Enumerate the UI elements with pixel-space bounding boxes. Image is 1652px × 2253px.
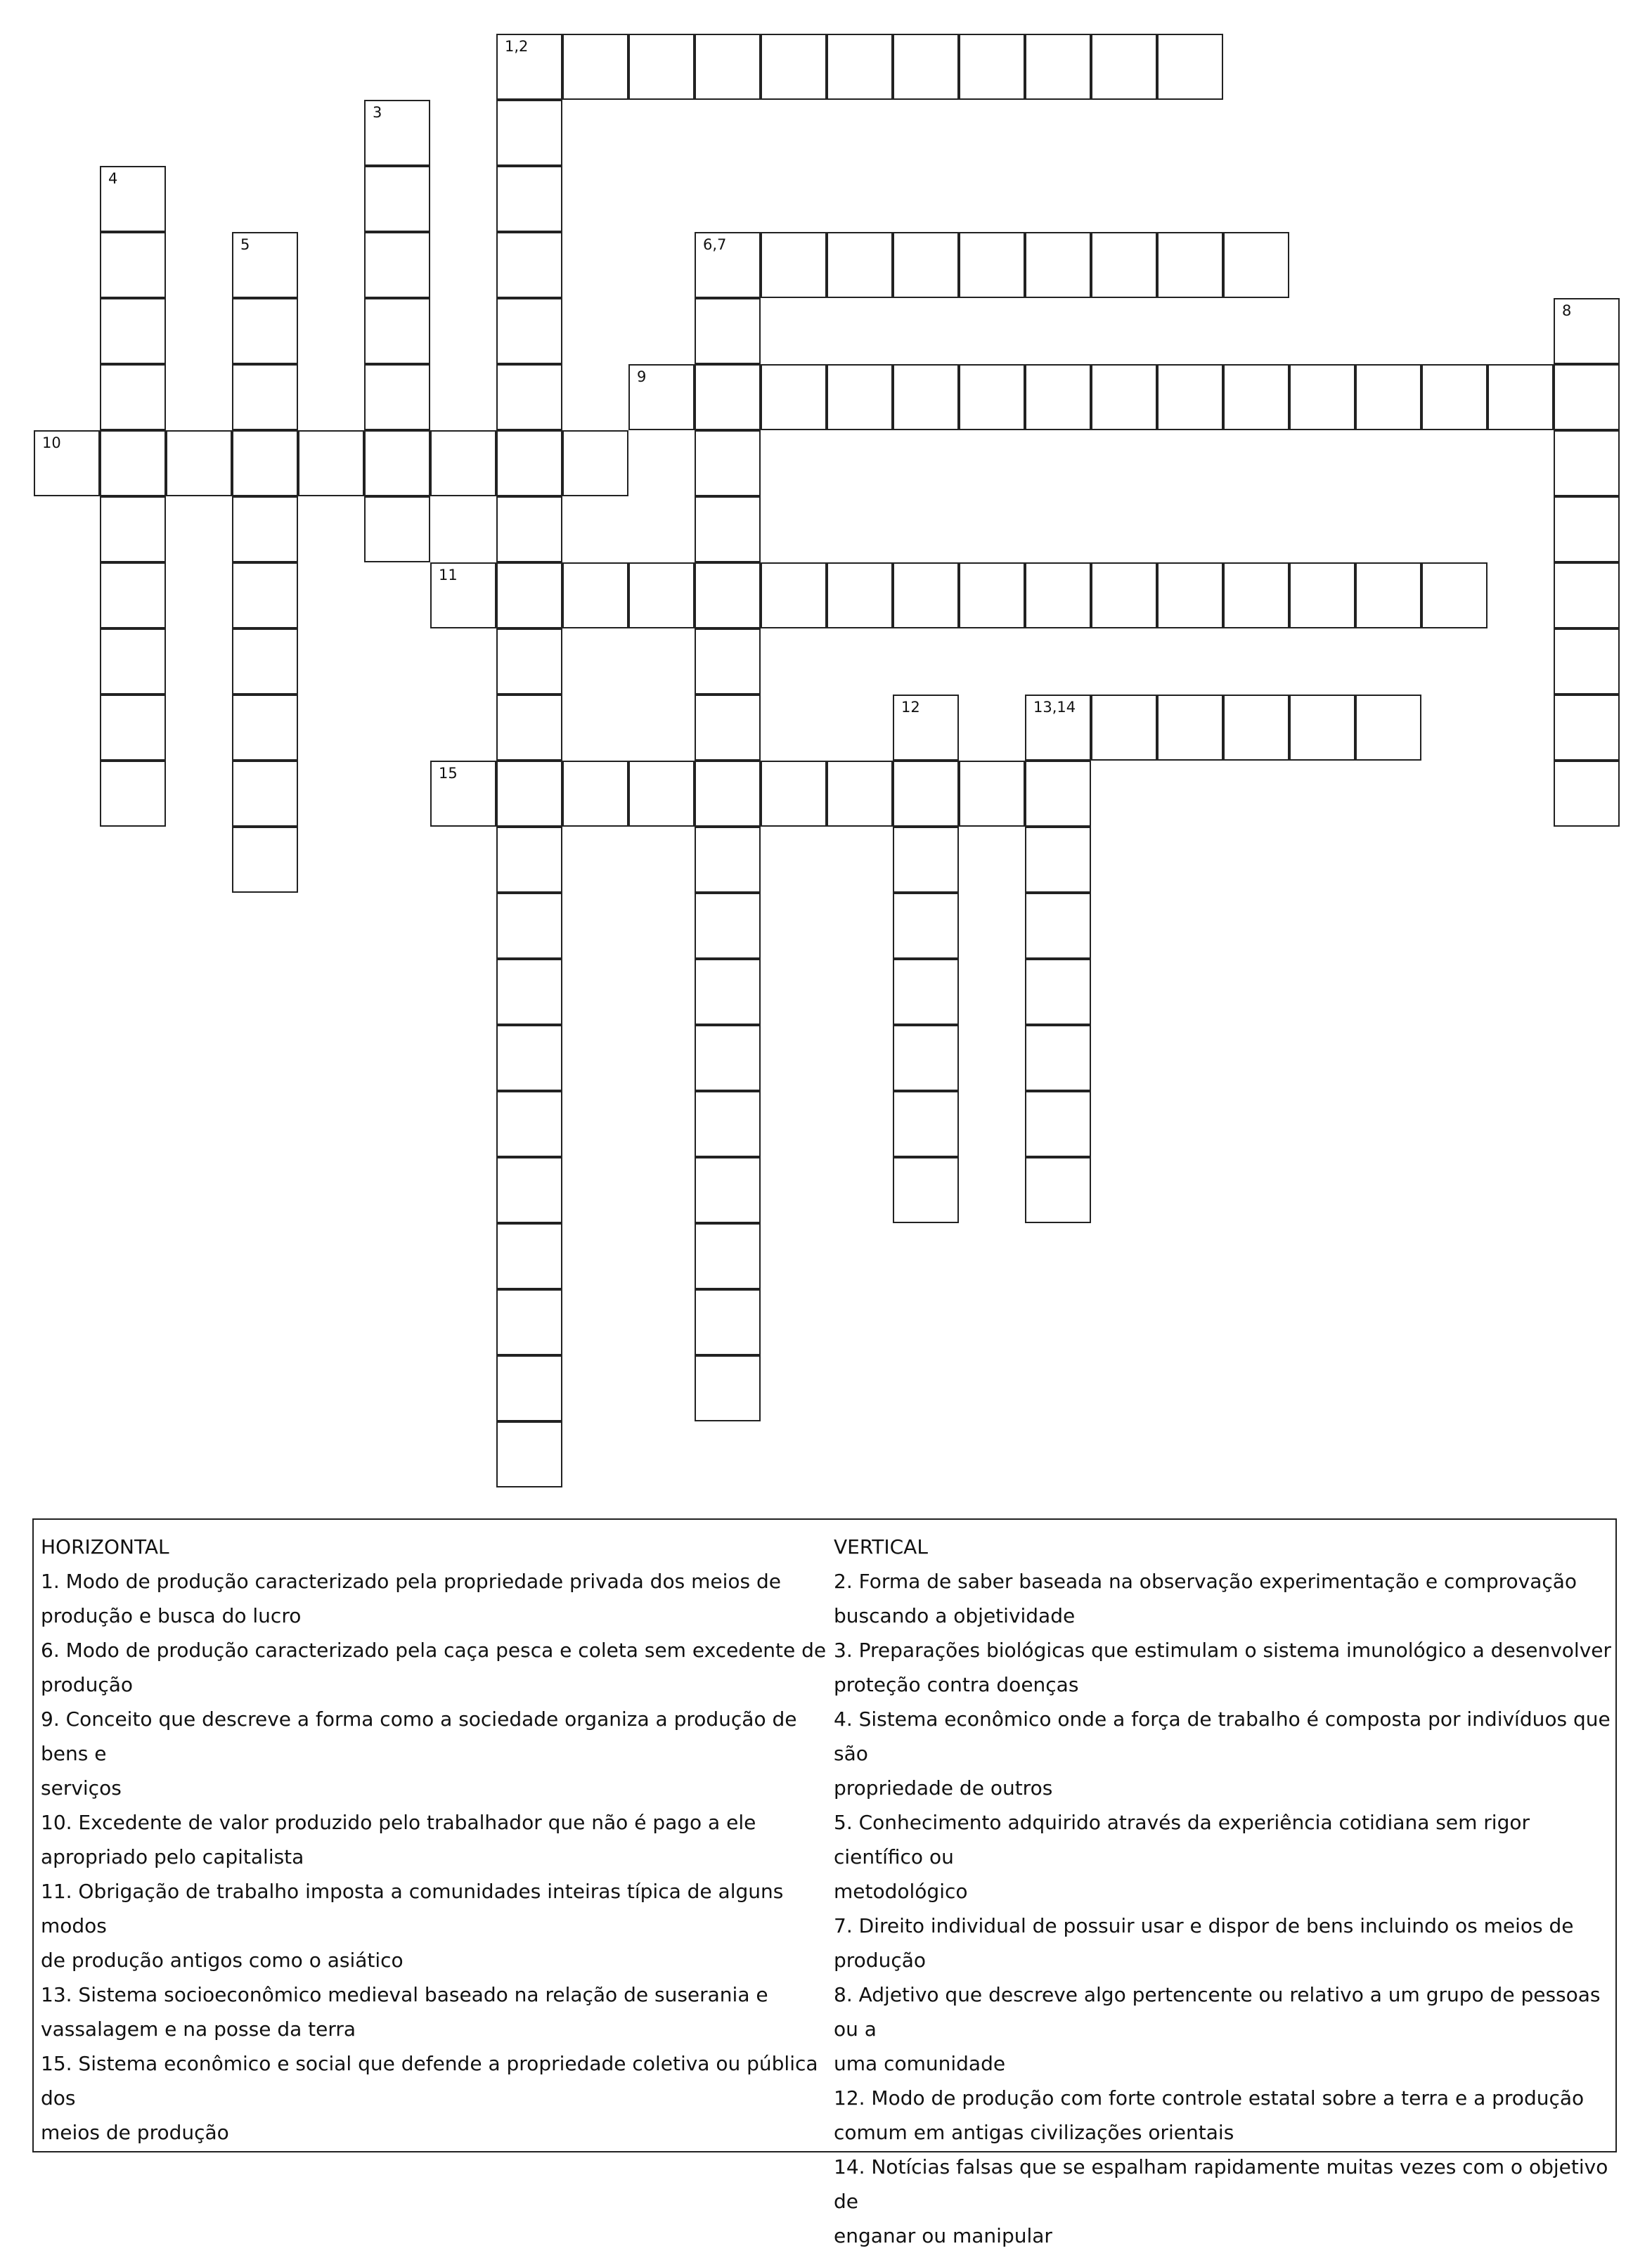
grid-cell[interactable]	[695, 298, 761, 364]
grid-cell[interactable]	[496, 1157, 562, 1223]
grid-cell[interactable]	[496, 1421, 562, 1487]
grid-cell[interactable]	[695, 628, 761, 695]
grid-cell[interactable]	[232, 695, 298, 761]
grid-cell[interactable]	[100, 232, 166, 298]
grid-cell[interactable]	[1157, 695, 1223, 761]
vertical-clue-line: 14. Notícias falsas que se espalham rapidamente muitas vezes com o objetivo de	[834, 2155, 1608, 2213]
vertical-clue-line: 3. Preparações biológicas que estimulam o sistema imunológico a desenvolver	[834, 1639, 1612, 1662]
grid-cell[interactable]	[364, 166, 430, 232]
grid-cell[interactable]	[562, 430, 628, 496]
grid-cell[interactable]	[1421, 364, 1488, 430]
grid-cell[interactable]	[496, 298, 562, 364]
grid-cell[interactable]	[695, 761, 761, 827]
grid-cell[interactable]	[496, 1223, 562, 1289]
vertical-clue-line: enganar ou manipular	[834, 2224, 1052, 2247]
grid-cell[interactable]	[893, 1091, 959, 1157]
grid-cell[interactable]	[959, 562, 1025, 628]
grid-cell[interactable]	[695, 959, 761, 1025]
grid-cell[interactable]	[695, 1223, 761, 1289]
vertical-clue-line: propriedade de outros	[834, 1776, 1053, 1800]
grid-cell[interactable]	[1157, 562, 1223, 628]
grid-cell[interactable]	[496, 1355, 562, 1421]
vertical-clue-line: 7. Direito individual de possuir usar e dispor de bens incluindo os meios de	[834, 1914, 1574, 1937]
grid-cell[interactable]	[1355, 364, 1421, 430]
grid-cell[interactable]	[430, 761, 496, 827]
grid-cell[interactable]	[1025, 1025, 1091, 1091]
grid-cell[interactable]	[695, 1355, 761, 1421]
vertical-clue-line: 4. Sistema econômico onde a força de trabalho é composta por indivíduos que são	[834, 1707, 1611, 1765]
grid-cell[interactable]	[1025, 562, 1091, 628]
grid-cell[interactable]	[695, 1091, 761, 1157]
grid-cell[interactable]	[232, 562, 298, 628]
grid-cell[interactable]	[893, 893, 959, 959]
grid-cell[interactable]	[893, 1025, 959, 1091]
grid-cell[interactable]	[1157, 34, 1223, 100]
grid-cell[interactable]	[496, 827, 562, 893]
grid-cell[interactable]	[1554, 430, 1620, 496]
vertical-clues	[834, 1530, 1615, 2253]
grid-cell[interactable]	[1488, 364, 1554, 430]
vertical-clue-line: metodológico	[834, 1880, 968, 1903]
grid-cell[interactable]	[959, 34, 1025, 100]
grid-cell[interactable]	[1289, 364, 1355, 430]
grid-cell[interactable]	[232, 628, 298, 695]
grid-cell[interactable]	[562, 34, 628, 100]
grid-cell[interactable]	[1289, 695, 1355, 761]
grid-cell[interactable]	[232, 298, 298, 364]
grid-cell[interactable]	[1025, 893, 1091, 959]
grid-cell[interactable]	[695, 496, 761, 562]
grid-cell[interactable]	[364, 100, 430, 166]
grid-cell[interactable]	[430, 562, 496, 628]
cell-number: 11	[439, 567, 458, 583]
grid-cell[interactable]	[232, 364, 298, 430]
grid-cell[interactable]	[1421, 562, 1488, 628]
grid-cell[interactable]	[496, 893, 562, 959]
horizontal-clue-line: 9. Conceito que descreve a forma como a sociedade organiza a produção de bens e	[41, 1707, 797, 1765]
grid-cell[interactable]	[364, 364, 430, 430]
horizontal-clue-line: 10. Excedente de valor produzido pelo trabalhador que não é pago a ele	[41, 1811, 756, 1834]
grid-cell[interactable]	[232, 430, 298, 496]
grid-cell[interactable]	[496, 496, 562, 562]
grid-cell[interactable]	[496, 1289, 562, 1355]
grid-cell[interactable]	[695, 827, 761, 893]
grid-cell[interactable]	[827, 364, 893, 430]
grid-cell[interactable]	[298, 430, 364, 496]
grid-cell[interactable]	[695, 1157, 761, 1223]
grid-cell[interactable]	[100, 166, 166, 232]
grid-cell[interactable]	[1223, 695, 1289, 761]
grid-cell[interactable]	[496, 364, 562, 430]
grid-cell[interactable]	[628, 562, 695, 628]
grid-cell[interactable]	[893, 34, 959, 100]
cell-number: 3	[373, 104, 382, 121]
grid-cell[interactable]	[761, 761, 827, 827]
vertical-clue-line: buscando a objetividade	[834, 1604, 1076, 1627]
cell-number: 10	[42, 434, 61, 451]
grid-cell[interactable]	[695, 1289, 761, 1355]
grid-cell[interactable]	[1223, 232, 1289, 298]
grid-cell[interactable]	[628, 364, 695, 430]
grid-cell[interactable]	[100, 695, 166, 761]
grid-cell[interactable]	[827, 232, 893, 298]
grid-cell[interactable]	[496, 1091, 562, 1157]
grid-cell[interactable]	[562, 562, 628, 628]
grid-cell[interactable]	[364, 232, 430, 298]
vertical-clue-line: uma comunidade	[834, 2052, 1006, 2075]
grid-cell[interactable]	[1025, 827, 1091, 893]
grid-cell[interactable]	[430, 430, 496, 496]
grid-cell[interactable]	[893, 364, 959, 430]
grid-cell[interactable]	[1091, 34, 1157, 100]
grid-cell[interactable]	[1554, 628, 1620, 695]
grid-cell[interactable]	[1554, 761, 1620, 827]
grid-cell[interactable]	[628, 34, 695, 100]
grid-cell[interactable]	[1025, 364, 1091, 430]
grid-cell[interactable]	[496, 34, 562, 100]
grid-cell[interactable]	[827, 562, 893, 628]
cell-number: 5	[240, 236, 250, 253]
grid-cell[interactable]	[100, 430, 166, 496]
grid-cell[interactable]	[893, 761, 959, 827]
grid-cell[interactable]	[100, 562, 166, 628]
grid-cell[interactable]	[1091, 695, 1157, 761]
grid-cell[interactable]	[364, 496, 430, 562]
grid-cell[interactable]	[1091, 232, 1157, 298]
grid-cell[interactable]	[166, 430, 232, 496]
grid-cell[interactable]	[695, 232, 761, 298]
grid-cell[interactable]	[1554, 298, 1620, 364]
horizontal-clue-line: de produção antigos como o asiático	[41, 1949, 404, 1972]
grid-cell[interactable]	[1025, 959, 1091, 1025]
horizontal-clue-line: 6. Modo de produção caracterizado pela caça pesca e coleta sem excedente de	[41, 1639, 827, 1662]
grid-cell[interactable]	[1355, 562, 1421, 628]
horizontal-clues	[41, 1530, 835, 2150]
grid-cell[interactable]	[761, 34, 827, 100]
grid-cell[interactable]	[893, 562, 959, 628]
horizontal-clue-line: apropriado pelo capitalista	[41, 1845, 304, 1868]
horizontal-clue-line: 11. Obrigação de trabalho imposta a comunidades inteiras típica de alguns modos	[41, 1880, 784, 1937]
grid-cell[interactable]	[893, 695, 959, 761]
grid-cell[interactable]	[893, 232, 959, 298]
grid-cell[interactable]	[1289, 562, 1355, 628]
grid-cell[interactable]	[893, 827, 959, 893]
cell-number: 12	[901, 699, 920, 716]
grid-cell[interactable]	[1554, 562, 1620, 628]
cell-number: 9	[637, 368, 647, 385]
grid-cell[interactable]	[695, 1025, 761, 1091]
grid-cell[interactable]	[232, 827, 298, 893]
vertical-title: VERTICAL	[834, 1535, 928, 1558]
horizontal-clue-line: 1. Modo de produção caracterizado pela propriedade privada dos meios de	[41, 1570, 781, 1593]
grid-cell[interactable]	[1025, 232, 1091, 298]
grid-cell[interactable]	[761, 364, 827, 430]
grid-cell[interactable]	[496, 761, 562, 827]
grid-cell[interactable]	[496, 430, 562, 496]
horizontal-title: HORIZONTAL	[41, 1535, 169, 1558]
cell-number: 4	[108, 170, 118, 187]
horizontal-clue-line: vassalagem e na posse da terra	[41, 2018, 356, 2041]
grid-cell[interactable]	[695, 695, 761, 761]
grid-cell[interactable]	[496, 232, 562, 298]
grid-cell[interactable]	[1025, 695, 1091, 761]
horizontal-clue-line: 15. Sistema econômico e social que defende a propriedade coletiva ou pública dos	[41, 2052, 818, 2110]
grid-cell[interactable]	[695, 562, 761, 628]
horizontal-clue-line: produção e busca do lucro	[41, 1604, 302, 1627]
grid-cell[interactable]	[1025, 761, 1091, 827]
grid-cell[interactable]	[959, 761, 1025, 827]
grid-cell[interactable]	[1025, 34, 1091, 100]
horizontal-clue-line: meios de produção	[41, 2121, 229, 2144]
grid-cell[interactable]	[1091, 562, 1157, 628]
grid-cell[interactable]	[959, 364, 1025, 430]
grid-cell[interactable]	[562, 761, 628, 827]
horizontal-clue-line: produção	[41, 1673, 134, 1696]
grid-cell[interactable]	[893, 1157, 959, 1223]
grid-cell[interactable]	[1554, 496, 1620, 562]
grid-cell[interactable]	[100, 298, 166, 364]
grid-cell[interactable]	[100, 364, 166, 430]
grid-cell[interactable]	[695, 34, 761, 100]
grid-cell[interactable]	[34, 430, 100, 496]
grid-cell[interactable]	[496, 166, 562, 232]
grid-cell[interactable]	[959, 232, 1025, 298]
grid-cell[interactable]	[1025, 1157, 1091, 1223]
grid-cell[interactable]	[496, 562, 562, 628]
vertical-clue-line: 12. Modo de produção com forte controle estatal sobre a terra e a produção	[834, 2086, 1585, 2110]
horizontal-clue-line: serviços	[41, 1776, 122, 1800]
grid-cell[interactable]	[496, 1025, 562, 1091]
vertical-clue-line: 5. Conhecimento adquirido através da experiência cotidiana sem rigor científico ou	[834, 1811, 1530, 1868]
grid-cell[interactable]	[496, 695, 562, 761]
cell-number: 6,7	[703, 236, 727, 253]
vertical-clue-line: 2. Forma de saber baseada na observação experimentação e comprovação	[834, 1570, 1577, 1593]
grid-cell[interactable]	[100, 496, 166, 562]
cell-number: 8	[1562, 302, 1572, 319]
grid-cell[interactable]	[1554, 695, 1620, 761]
grid-cell[interactable]	[1223, 364, 1289, 430]
grid-cell[interactable]	[1157, 364, 1223, 430]
grid-cell[interactable]	[364, 298, 430, 364]
grid-cell[interactable]	[827, 761, 893, 827]
grid-cell[interactable]	[1554, 364, 1620, 430]
grid-cell[interactable]	[100, 761, 166, 827]
grid-cell[interactable]	[761, 232, 827, 298]
clues-box	[32, 1518, 1617, 2247]
grid-cell[interactable]	[1157, 232, 1223, 298]
grid-cell[interactable]	[496, 628, 562, 695]
grid-cell[interactable]	[232, 232, 298, 298]
grid-cell[interactable]	[496, 959, 562, 1025]
grid-cell[interactable]	[628, 761, 695, 827]
grid-cell[interactable]	[232, 761, 298, 827]
cell-number: 15	[439, 765, 458, 782]
grid-cell[interactable]	[1025, 1091, 1091, 1157]
horizontal-clue-line: 13. Sistema socioeconômico medieval baseado na relação de suserania e	[41, 1983, 768, 2006]
grid-cell[interactable]	[364, 430, 430, 496]
cell-number: 13,14	[1033, 699, 1076, 716]
grid-cell[interactable]	[893, 959, 959, 1025]
grid-cell[interactable]	[232, 496, 298, 562]
grid-cell[interactable]	[100, 628, 166, 695]
grid-cell[interactable]	[1223, 562, 1289, 628]
grid-cell[interactable]	[827, 34, 893, 100]
grid-cell[interactable]	[496, 100, 562, 166]
vertical-clue-line: 8. Adjetivo que descreve algo pertencente ou relativo a um grupo de pessoas ou a	[834, 1983, 1601, 2041]
cell-number: 1,2	[505, 38, 529, 55]
grid-cell[interactable]	[761, 562, 827, 628]
grid-cell[interactable]	[695, 430, 761, 496]
vertical-clue-line: produção	[834, 1949, 927, 1972]
grid-cell[interactable]	[1091, 364, 1157, 430]
grid-cell[interactable]	[695, 893, 761, 959]
grid-cell[interactable]	[1355, 695, 1421, 761]
grid-cell[interactable]	[695, 364, 761, 430]
vertical-clue-line: proteção contra doenças	[834, 1673, 1079, 1696]
vertical-clue-line: comum em antigas civilizações orientais	[834, 2121, 1234, 2144]
